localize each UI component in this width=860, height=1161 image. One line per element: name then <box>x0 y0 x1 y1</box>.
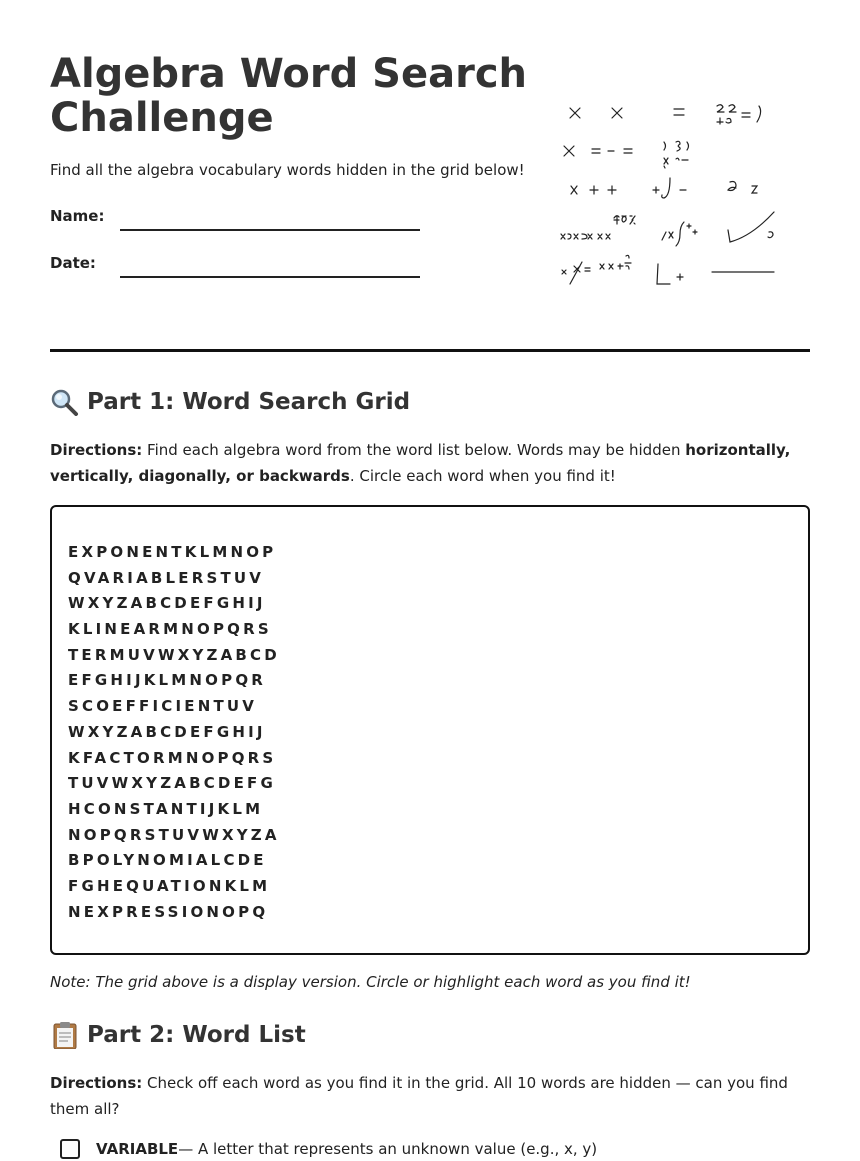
part2-heading <box>50 1021 306 1049</box>
grid-row: WXYZABCDEFGHIJ <box>68 594 266 613</box>
part1-heading-text: Part 1: Word Search Grid <box>87 389 411 415</box>
word-list-item <box>60 1139 597 1159</box>
part1-directions-bold: horizontally, vertically, diagonally, or backwards <box>50 441 791 485</box>
grid-row: SCOEFFICIENTUV <box>68 697 258 716</box>
clipboard-icon <box>50 1021 80 1049</box>
grid-row: NEXPRESSIONOPQ <box>68 902 269 921</box>
part2-directions-label: Directions: <box>50 1074 143 1092</box>
grid-rows <box>68 540 280 925</box>
grid-row: HCONSTANTIJKLM <box>68 799 264 818</box>
word-definition: — A letter that represents an unknown value (e.g., x, y) <box>178 1140 598 1158</box>
word-checkbox[interactable] <box>60 1139 80 1159</box>
part1-directions-label: Directions: <box>50 441 143 459</box>
part1-heading <box>50 388 410 416</box>
name-label: Name: <box>50 207 105 225</box>
grid-row: EFGHIJKLMNOPQR <box>68 671 267 690</box>
part1-directions <box>50 437 810 489</box>
magnifying-glass-icon <box>50 388 80 416</box>
part2-directions <box>50 1070 810 1122</box>
date-label: Date: <box>50 254 96 272</box>
name-field-line[interactable] <box>120 229 420 231</box>
grid-row: TUVWXYZABCDEFG <box>68 774 276 793</box>
subtitle: Find all the algebra vocabulary words hidden in the grid below! <box>50 161 525 179</box>
grid-row: WXYZABCDEFGHIJ <box>68 722 266 741</box>
grid-note: Note: The grid above is a display version. Circle or highlight each word as you find it! <box>50 973 691 991</box>
date-field-line[interactable] <box>120 276 420 278</box>
grid-row: EXPONENTKLMNOP <box>68 543 277 561</box>
grid-row: KLINEARMNOPQRS <box>68 620 272 639</box>
grid-row: BPOLYNOMIALCDE <box>68 851 267 870</box>
grid-row: TERMUVWXYZABCD <box>68 645 280 664</box>
grid-row: FGHEQUATIONKLM <box>68 876 271 895</box>
part2-heading-text: Part 2: Word List <box>87 1022 306 1048</box>
page-title: Algebra Word Search Challenge <box>50 51 528 141</box>
part1-directions-text-1: Find each algebra word from the word list below. Words may be hidden <box>142 441 686 459</box>
part1-directions-text-2: . Circle each word when you find it! <box>349 467 616 485</box>
word-name: VARIABLE <box>96 1140 179 1158</box>
math-symbols-doodle-icon <box>552 92 792 297</box>
grid-row: KFACTORMNOPQRS <box>68 748 277 767</box>
word-search-grid <box>50 505 810 955</box>
part2-directions-text: Check off each word as you find it in the grid. All 10 words are hidden — can you find them all? <box>50 1074 788 1118</box>
section-divider <box>50 349 810 352</box>
grid-row: QVARIABLERSTUV <box>68 568 265 587</box>
grid-row: NOPQRSTUVWXYZA <box>68 825 280 844</box>
